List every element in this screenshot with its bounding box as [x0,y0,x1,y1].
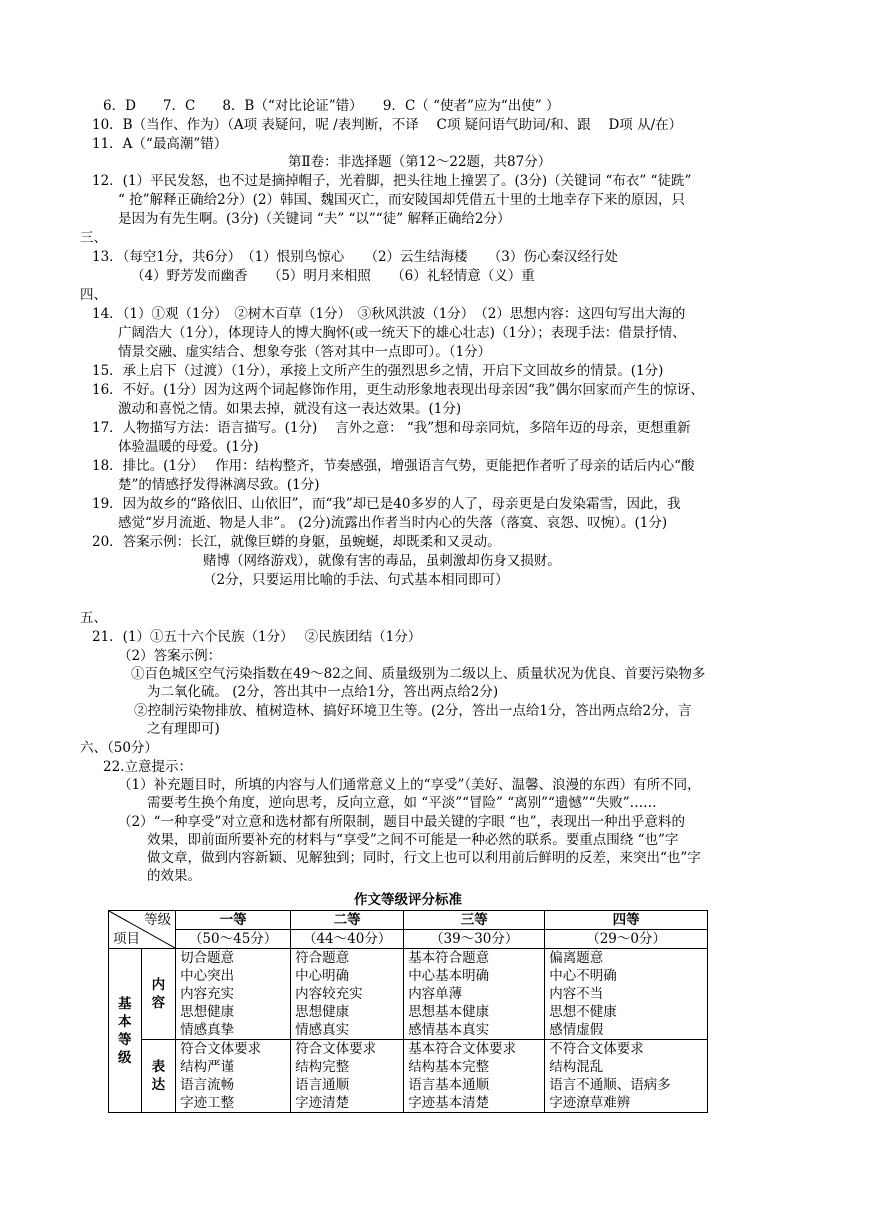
cell-line: 字迹工整 [180,1095,235,1111]
text-line: 效果，即前面所要补充的材料与“享受”之间不可能是一种必然的联系。要重点围绕 “也”字 [147,832,679,848]
cell-line: 感情虚假 [549,1022,604,1038]
cell-line: 思想不健康 [549,1004,617,1020]
grade-4-name: 四等 [545,911,708,930]
cell-line: 语言流畅 [180,1077,235,1093]
text-line: （2）答案示例： [118,648,222,664]
cell-line: 结构严谨 [180,1059,235,1075]
cell-line: 字迹清楚 [295,1095,350,1111]
text-line: 16．不好。(1分）因为这两个词起修饰作用，更生动形象地表现出母亲因“我”偶尔回家而产生的惊讶、 [92,382,704,398]
table-cell [291,949,404,1040]
text-line: 18．排比。(1分） 作用：结构整齐，节奏感强，增强语言气势，更能把作者听了母亲的话后内心“酸 [92,458,695,474]
text-line: 体验温暖的母爱。(1分) [118,439,259,455]
text-line: 12．(1）平民发怒，也不过是摘掉帽子，光着脚，把头往地上撞罢了。(3分)（关键词 “布衣” “徒跣” [92,173,692,189]
text-line: 10．B（当作、作为）（A项 表疑问，呢 /表判断，不译 C项 疑问语气助词/和、跟 D项 从/在） [92,117,683,133]
text-line: 为二氧化硫。 (2分，答出其中一点给1分，答出两点给2分) [147,684,499,700]
corner-grade-label: 等级 [144,912,172,928]
table-corner [109,911,176,949]
corner-item-label: 项目 [113,931,140,947]
cell-line: 基本符合题意 [408,950,490,966]
cell-line: 字迹基本清楚 [408,1095,490,1111]
cell-line: 情感真挚 [180,1022,235,1038]
grade-4-range: （29～0分） [545,930,708,949]
table-cell [291,1040,404,1113]
cell-line: 内容充实 [180,986,235,1002]
text-line: （1）补充题目时，所填的内容与人们通常意义上的“享受”（美好、温馨、浪漫的东西）有所不同， [118,777,701,793]
table-cell [176,949,291,1040]
cell-line: 结构基本完整 [408,1059,490,1075]
grade-3-range: （39～30分） [404,930,545,949]
table-cell [404,949,545,1040]
cell-line: 结构混乱 [549,1059,604,1075]
cell-line: 结构完整 [295,1059,350,1075]
cell-line: 中心明确 [295,968,350,984]
cell-line: 中心不明确 [549,968,617,984]
text-line: 14．（1）①观（1分） ②树木百草（1分） ③秋风洪波（1分） （2）思想内容：这四句写出大海的 [92,306,686,322]
text-line: 15．承上启下（过渡）（1分），承接上文所产生的强烈思乡之情，开启下文回故乡的情景。(1分) [92,363,664,379]
cell-line: 字迹潦草难辨 [549,1095,631,1111]
cell-line: 情感真实 [295,1022,350,1038]
cell-line: 思想基本健康 [408,1004,490,1020]
text-line: 感觉“岁月流逝、物是人非”。 (2分)流露出作者当时内心的失落（落寞、哀怨、叹惋）。(1分) [118,515,668,531]
text-line: 第Ⅱ卷：非选择题（第12～22题，共87分） [288,154,552,170]
row-label-content: 内 容 [141,949,176,1040]
grade-1-range: （50～45分） [176,930,291,949]
text-line: 之有理即可) [147,721,220,737]
cell-line: 内容单薄 [408,986,463,1002]
text-line: （4）野芳发而幽香 （5）明月来相照 （6）礼轻情意（义）重 [131,268,535,284]
text-line: 情景交融、虚实结合、想象夸张（答对其中一点即可）。（1分） [118,344,492,360]
text-line: 激动和喜悦之情。如果去掉，就没有这一表达效果。(1分) [118,401,462,417]
text-line: 22.立意提示： [103,759,192,775]
text-line: 需要考生换个角度，逆向思考，反向立意，如 “平淡”“冒险” “离别”“遗憾”“失败”…… [147,795,657,811]
text-line: 17．人物描写方法：语言描写。(1分) 言外之意： “我”想和母亲同炕，多陪年迈的母亲，更想重新 [92,420,691,436]
cell-line: 思想健康 [180,1004,235,1020]
cell-line: 偏离题意 [549,950,604,966]
table-cell [404,1040,545,1113]
cell-line: 不符合文体要求 [549,1041,644,1057]
text-line: 三、 [80,230,107,246]
table-cell [545,1040,708,1113]
cell-line: 语言不通顺、语病多 [549,1077,671,1093]
grade-2-range: （44～40分） [291,930,404,949]
cell-line: 语言通顺 [295,1077,350,1093]
grading-table [108,910,708,1113]
text-line: 11．A（“最高潮”错） [92,136,228,152]
cell-line: 感情基本真实 [408,1022,490,1038]
table-cell [545,949,708,1040]
text-line: 是因为有先生啊。(3分)（关键词 “夫” “以”“徒” 解释正确给2分） [118,211,511,227]
cell-line: 内容不当 [549,986,604,1002]
grade-2-name: 二等 [291,911,404,930]
text-line: 19．因为故乡的“路依旧、山依旧”，而“我”却已是40多岁的人了，母亲更是白发染霜雪，因此，我 [92,496,681,512]
text-line: 21．(1）①五十六个民族（1分） ②民族团结（1分） [92,629,422,645]
text-line: ①百色城区空气污染指数在49～82之间、质量级别为二级以上、质量状况为优良、首要污染物多 [131,666,706,682]
grade-1-name: 一等 [176,911,291,930]
cell-line: 语言基本通顺 [408,1077,490,1093]
text-line: 20．答案示例：长江，就像巨蟒的身躯，虽蜿蜒，却既柔和又灵动。 [92,534,501,550]
cell-line: 符合文体要求 [295,1041,377,1057]
text-line: 13．（每空1分，共6分） （1）恨别鸟惊心 （2）云生结海楼 （3）伤心秦汉经行处 [92,249,618,265]
row-label-expression: 表 达 [141,1040,176,1113]
text-line: 做文章，做到内容新颖、见解独到；同时，行文上也可以利用前后鲜明的反差，来突出“也”字 [147,850,701,866]
text-line: “ 抢”解释正确给2分）(2）韩国、魏国灭亡，而安陵国却凭借五十里的土地幸存下来的原因，只 [118,192,686,208]
cell-line: 符合文体要求 [180,1041,262,1057]
text-line: 四、 [80,287,107,303]
grade-3-name: 三等 [404,911,545,930]
text-line: 6．D 7．C 8．B（“对比论证”错） 9．C（ “使者”应为“出使” ） [103,98,560,114]
table-title: 作文等级评分标准 [354,892,462,908]
text-line: 五、 [80,610,107,626]
cell-line: 中心突出 [180,968,235,984]
cell-line: 基本符合文体要求 [408,1041,517,1057]
cell-line: 切合题意 [180,950,235,966]
cell-line: 中心基本明确 [408,968,490,984]
cell-line: 内容较充实 [295,986,363,1002]
text-line: ②控制污染物排放、植树造林、搞好环境卫生等。(2分，答出一点给1分，答出两点给2分，言 [134,703,692,719]
text-line: （2）“一种享受”对立意和选材都有所限制，题目中最关键的字眼 “也”，表现出一种出乎意料的 [118,814,685,830]
text-line: 楚”的情感抒发得淋漓尽致。(1分) [118,477,320,493]
cell-line: 思想健康 [295,1004,350,1020]
text-line: 的效果。 [147,868,201,884]
category-label: 基 本 等 级 [109,949,142,1113]
text-line: （2分，只要运用比喻的手法、句式基本相同即可） [203,572,509,588]
text-line: 六、（50分） [80,740,158,756]
text-line: 广阔浩大（1分），体现诗人的博大胸怀(或一统天下的雄心壮志)（1分）；表现手法：借景抒情、 [118,325,686,341]
table-cell [176,1040,291,1113]
text-line: 赌博（网络游戏），就像有害的毒品，虽刺激却伤身又损财。 [203,553,561,569]
cell-line: 符合题意 [295,950,350,966]
